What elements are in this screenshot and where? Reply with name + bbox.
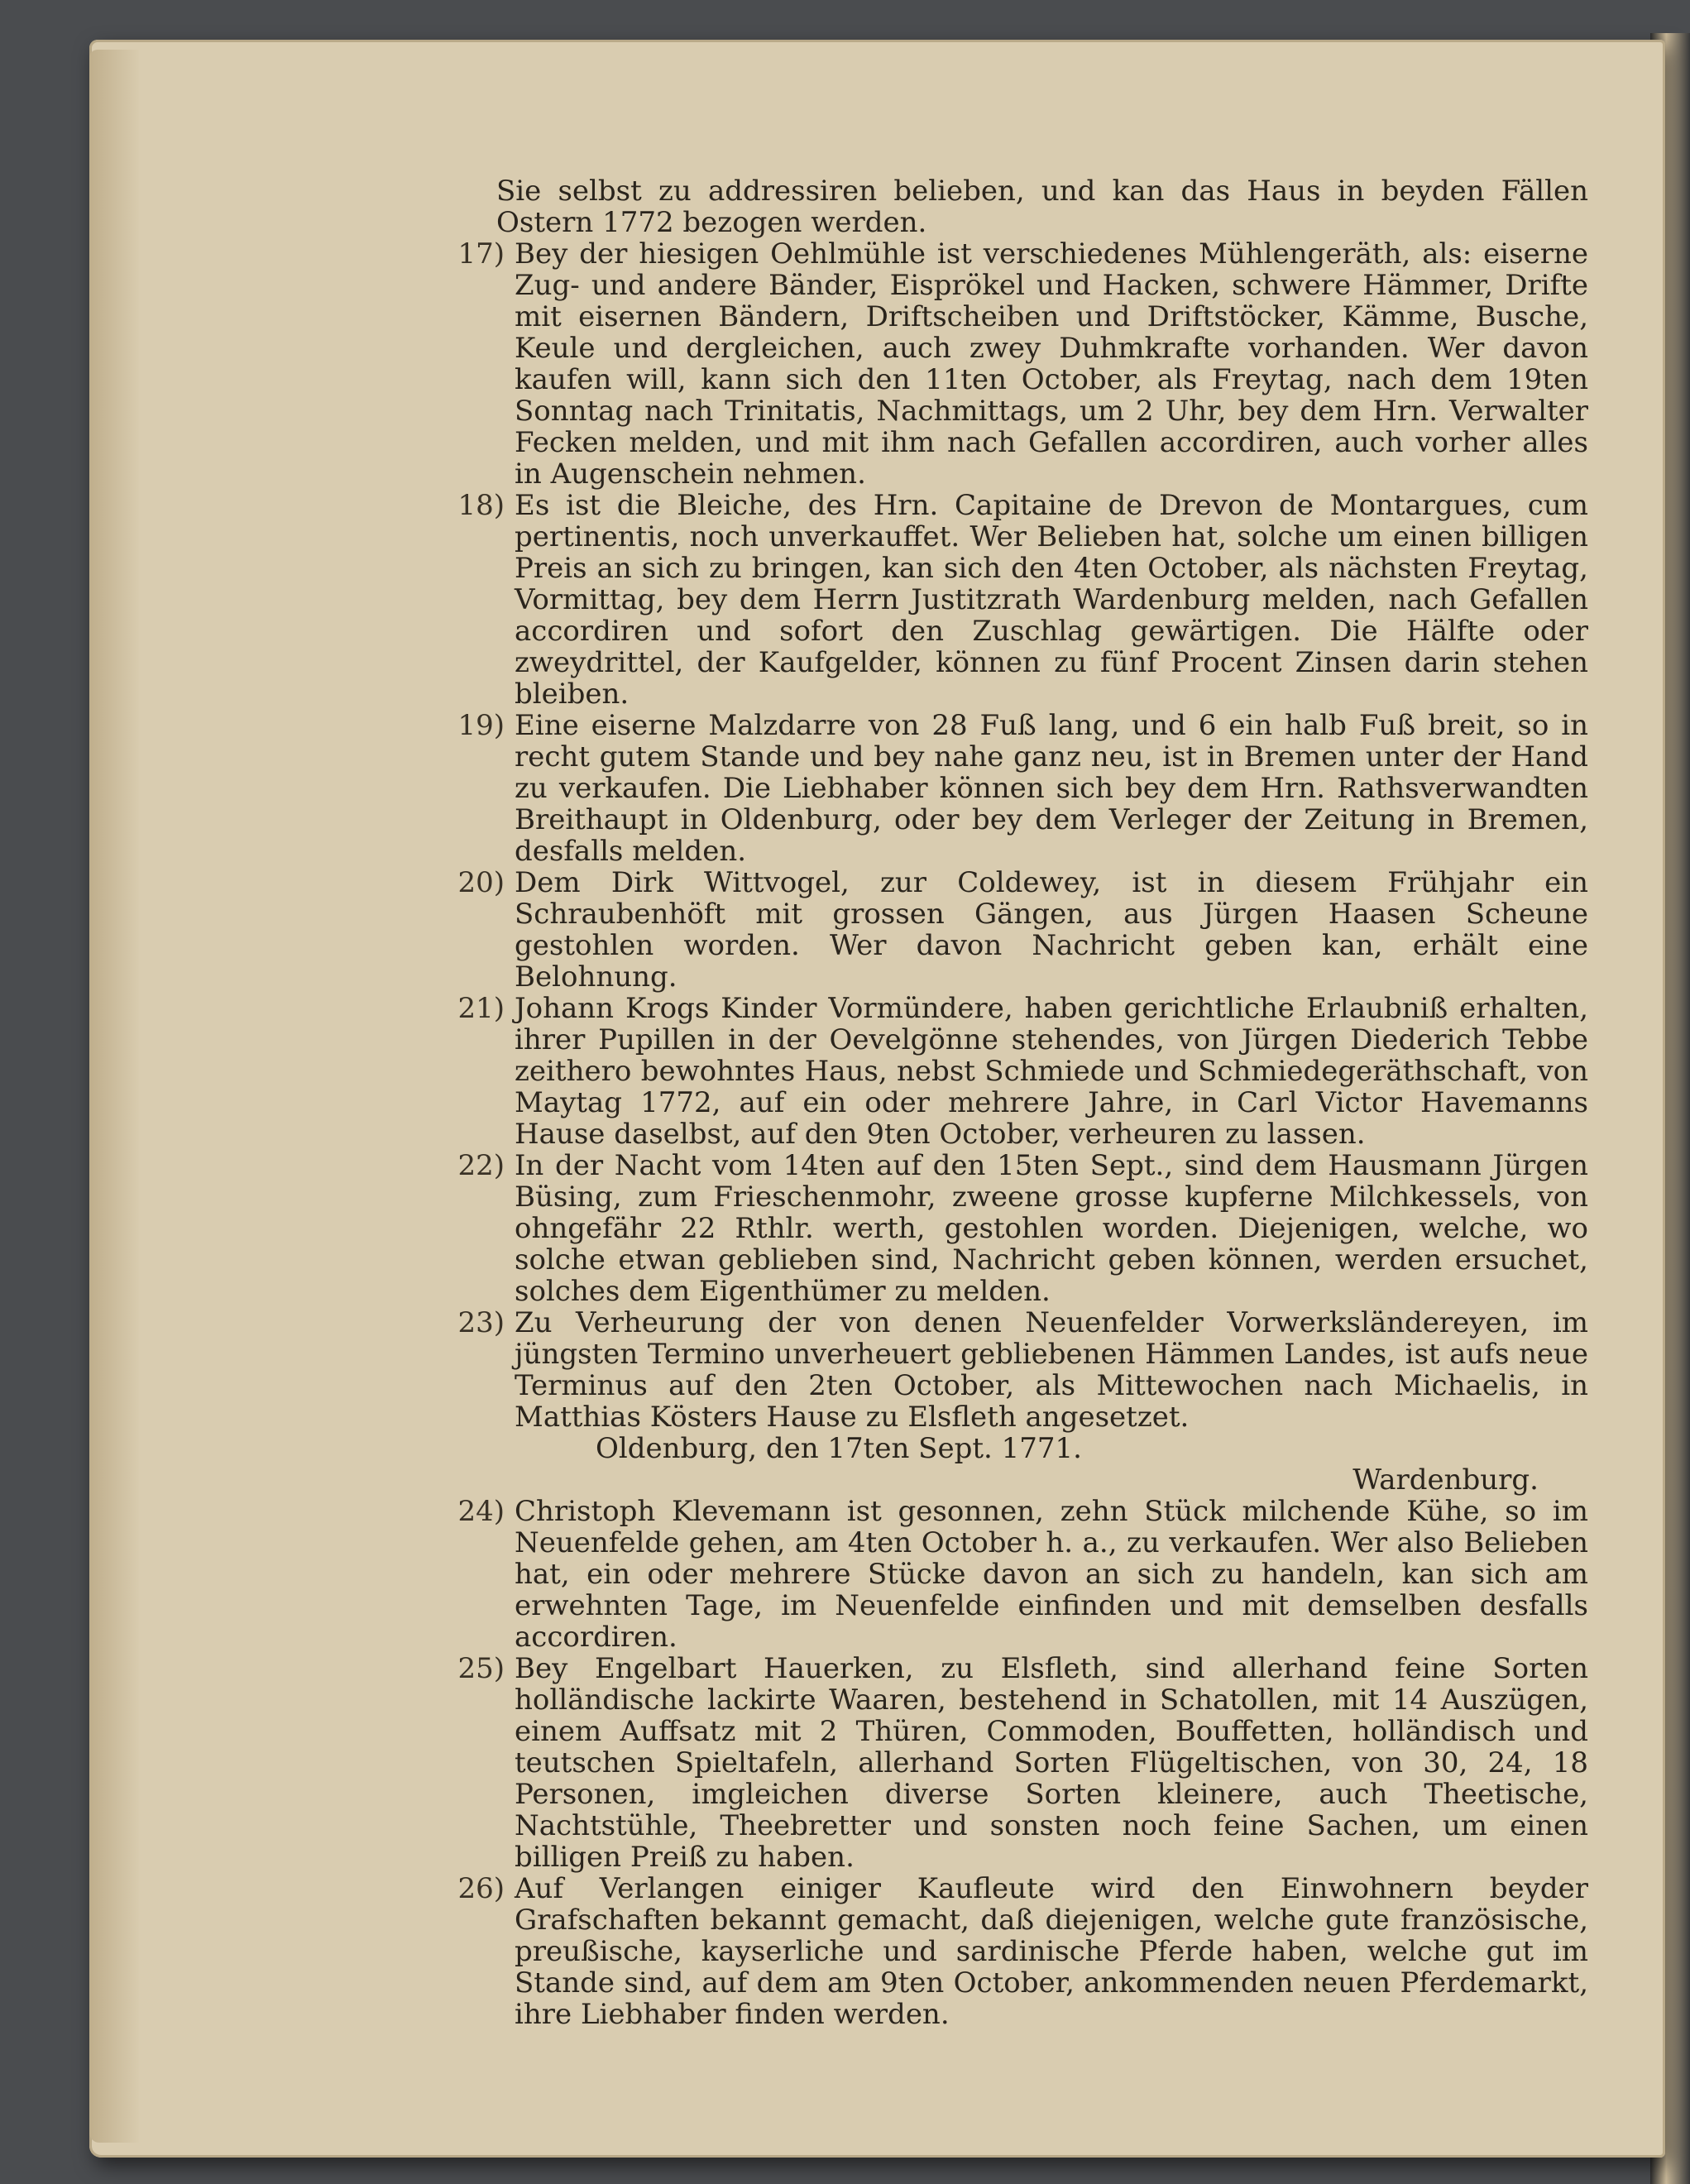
entry-item — [414, 1496, 1588, 1653]
entry-text: Auf Verlangen einiger Kaufleute wird den Einwohnern beyder Grafschaften bekannt gemacht, daß diejenigen, welche gute französische, preußische, kayserliche und sardinische Pferde haben, welche gut im Stande sind, auf dem am 9ten October, ankommenden neuen Pferdemarkt, ihre Liebhaber finden werden. — [515, 1872, 1588, 2031]
entry-text: Eine eiserne Malzdarre von 28 Fuß lang, und 6 ein halb Fuß breit, so in recht gutem Stande und bey nahe ganz neu, ist in Bremen unter der Hand zu verkaufen. Die Liebhaber können sich bey dem Hrn. Rathsverwandten Breithaupt in Oldenburg, oder bey dem Verleger der Zeitung in Bremen, desfalls melden. — [515, 709, 1588, 868]
entry-number: 19) — [457, 709, 505, 742]
signer-line — [414, 1464, 1588, 1496]
entry-item — [414, 1150, 1588, 1307]
entry-text: Dem Dirk Wittvogel, zur Coldewey, ist in diesem Frühjahr ein Schraubenhöft mit grossen Gängen, aus Jürgen Haasen Scheune gestohlen worden. Wer davon Nachricht geben kan, erhält eine Belohnung. — [515, 866, 1588, 994]
entry-item — [414, 993, 1588, 1150]
document-text — [414, 175, 1588, 2030]
entry-number: 24) — [457, 1495, 505, 1528]
entry-item — [414, 1307, 1588, 1433]
entry-item — [414, 1653, 1588, 1873]
entry-number: 21) — [457, 992, 505, 1025]
entry-text: Bey Engelbart Hauerken, zu Elsfleth, sind allerhand feine Sorten holländische lackirte Waaren, bestehend in Schatollen, mit 14 Auszügen, einem Auffsatz mit 2 Thüren, Commoden, Bouffetten, holländisch und teutschen Spieltafeln, allerhand Sorten Flügeltischen, von 30, 24, 18 Personen, imgleichen diverse Sorten kleinere, auch Theetische, Nachtstühle, Theebretter und sonsten noch feine Sachen, um einen billigen Preiß zu haben. — [515, 1652, 1588, 1874]
place-date: Oldenburg, den 17ten Sept. 1771. — [596, 1432, 1082, 1465]
entry-item — [414, 710, 1588, 867]
entries-list-2 — [414, 1496, 1588, 2030]
entry-number: 23) — [457, 1306, 505, 1339]
entry-item — [414, 238, 1588, 490]
entries-list — [414, 238, 1588, 1433]
entry-item — [414, 1873, 1588, 2030]
entry-number: 22) — [457, 1149, 505, 1182]
entry-number: 25) — [457, 1652, 505, 1685]
entry-text: In der Nacht vom 14ten auf den 15ten Sept., sind dem Hausmann Jürgen Büsing, zum Frieschenmohr, zweene grosse kupferne Milchkessels, von ohngefähr 22 Rthlr. werth, gestohlen worden. Diejenigen, welche, wo solche etwan geblieben sind, Nachricht geben können, werden ersuchet, solches dem Eigenthümer zu melden. — [515, 1149, 1588, 1308]
signature-line — [414, 1433, 1588, 1464]
page-stack-edge — [89, 50, 139, 2143]
entry-number: 20) — [457, 866, 505, 899]
continuation-paragraph: Sie selbst zu addressiren belieben, und kan das Haus in beyden Fällen Ostern 1772 bezogen werden. — [496, 175, 1588, 239]
entry-number: 18) — [457, 489, 505, 522]
entry-item — [414, 490, 1588, 710]
entry-number: 26) — [457, 1872, 505, 1905]
entry-text: Es ist die Bleiche, des Hrn. Capitaine de Drevon de Montargues, cum pertinentis, noch unverkauffet. Wer Belieben hat, solche um einen billigen Preis an sich zu bringen, kan sich den 4ten October, als nächsten Freytag, Vormittag, bey dem Herrn Justitzrath Wardenburg melden, nach Gefallen accordiren und sofort den Zuschlag gewärtigen. Die Hälfte oder zweydrittel, der Kaufgelder, können zu fünf Procent Zinsen darin stehen bleiben. — [515, 489, 1588, 711]
signer: Wardenburg. — [1352, 1463, 1539, 1497]
entry-text: Bey der hiesigen Oehlmühle ist verschiedenes Mühlengeräth, als: eiserne Zug- und andere Bänder, Eisprökel und Hacken, schwere Hämmer, Drifte mit eisernen Bändern, Driftscheiben und Driftstöcker, Kämme, Busche, Keule und dergleichen, auch zwey Duhmkrafte vorhanden. Wer davon kaufen will, kann sich den 11ten October, als Freytag, nach dem 19ten Sonntag nach Trinitatis, Nachmittags, um 2 Uhr, bey dem Hrn. Verwalter Fecken melden, und mit ihm nach Gefallen accordiren, auch vorher alles in Augenschein nehmen. — [515, 237, 1588, 491]
entry-text: Zu Verheurung der von denen Neuenfelder Vorwerksländereyen, im jüngsten Termino unverheuert gebliebenen Hämmen Landes, ist aufs neue Terminus auf den 2ten October, als Mittewochen nach Michaelis, in Matthias Kösters Hause zu Elsfleth angesetzet. — [515, 1306, 1588, 1434]
entry-item — [414, 867, 1588, 993]
entry-text: Christoph Klevemann ist gesonnen, zehn Stück milchende Kühe, so im Neuenfelde gehen, am 4ten October h. a., zu verkaufen. Wer also Belieben hat, ein oder mehrere Stücke davon an sich zu handeln, kan sich am erwehnten Tage, im Neuenfelde einfinden und mit demselben desfalls accordiren. — [515, 1495, 1588, 1654]
entry-text: Johann Krogs Kinder Vormündere, haben gerichtliche Erlaubniß erhalten, ihrer Pupillen in der Oevelgönne stehendes, von Jürgen Diederich Tebbe zeithero bewohntes Haus, nebst Schmiede und Schmiedegeräthschaft, von Maytag 1772, auf ein oder mehrere Jahre, in Carl Victor Havemanns Hause daselbst, auf den 9ten October, verheuren zu lassen. — [515, 992, 1588, 1151]
entry-number: 17) — [457, 237, 505, 271]
